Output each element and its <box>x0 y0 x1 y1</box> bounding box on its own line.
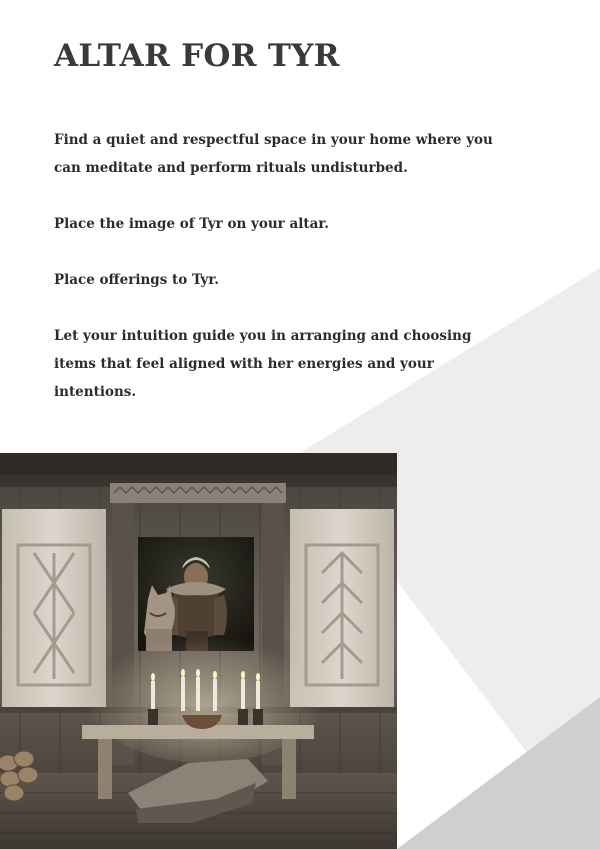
paragraph-place-image: Place the image of Tyr on your altar. <box>54 216 329 232</box>
paragraph-find-space: Find a quiet and respectful space in your home where you can meditate and perform rituals undisturbed. <box>54 132 493 176</box>
page-title: ALTAR FOR TYR <box>54 38 340 74</box>
altar-leg-right <box>282 739 296 799</box>
instructions-text <box>54 126 494 434</box>
altar-room-image <box>0 453 397 849</box>
altar-leg-left <box>98 739 112 799</box>
altar-scene-illustration <box>0 453 397 849</box>
paragraph-intuition: Let your intuition guide you in arranging and choosing items that feel aligned with her energies and your intentions. <box>54 328 472 400</box>
paragraph-place-offerings: Place offerings to Tyr. <box>54 272 219 288</box>
